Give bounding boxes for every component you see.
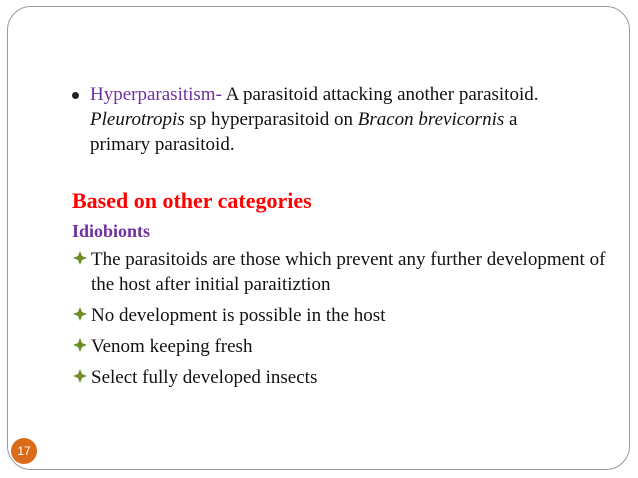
list-item	[72, 303, 612, 328]
diamond-bullet-icon	[72, 250, 88, 266]
diamond-bullet-icon	[72, 306, 88, 322]
page-number-badge: 17	[11, 438, 37, 464]
hyperparasitism-bullet	[72, 82, 612, 157]
list-item-text: Select fully developed insects	[91, 367, 318, 388]
term-hyperparasitism: Hyperparasitism-	[90, 84, 222, 105]
list-item	[72, 247, 612, 297]
subheading-idiobionts: Idiobionts	[72, 221, 151, 241]
list-item-text: Venom keeping fresh	[91, 336, 253, 357]
sp-text: sp hyperparasitoid on	[184, 109, 358, 130]
diamond-bullet-icon	[72, 337, 88, 353]
idiobionts-list	[72, 247, 612, 390]
slide-content	[72, 82, 612, 396]
list-item-text: The parasitoids are those which prevent any further development of the host after initial paraitiztion	[91, 249, 606, 295]
list-item	[72, 365, 612, 390]
list-item-text: No development is possible in the host	[91, 305, 386, 326]
genus-pleurotropis: Pleurotropis	[90, 109, 185, 130]
line2-end: a	[504, 109, 518, 130]
list-item	[72, 334, 612, 359]
bullet-dot-icon	[72, 92, 79, 99]
bullet-text	[90, 82, 612, 157]
definition-text: A parasitoid attacking another parasitoid.	[221, 84, 539, 105]
section-heading: Based on other categories	[72, 188, 312, 213]
diamond-bullet-icon	[72, 368, 88, 384]
species-bracon: Bracon brevicornis	[357, 109, 505, 130]
line3-text: primary parasitoid.	[90, 134, 235, 155]
